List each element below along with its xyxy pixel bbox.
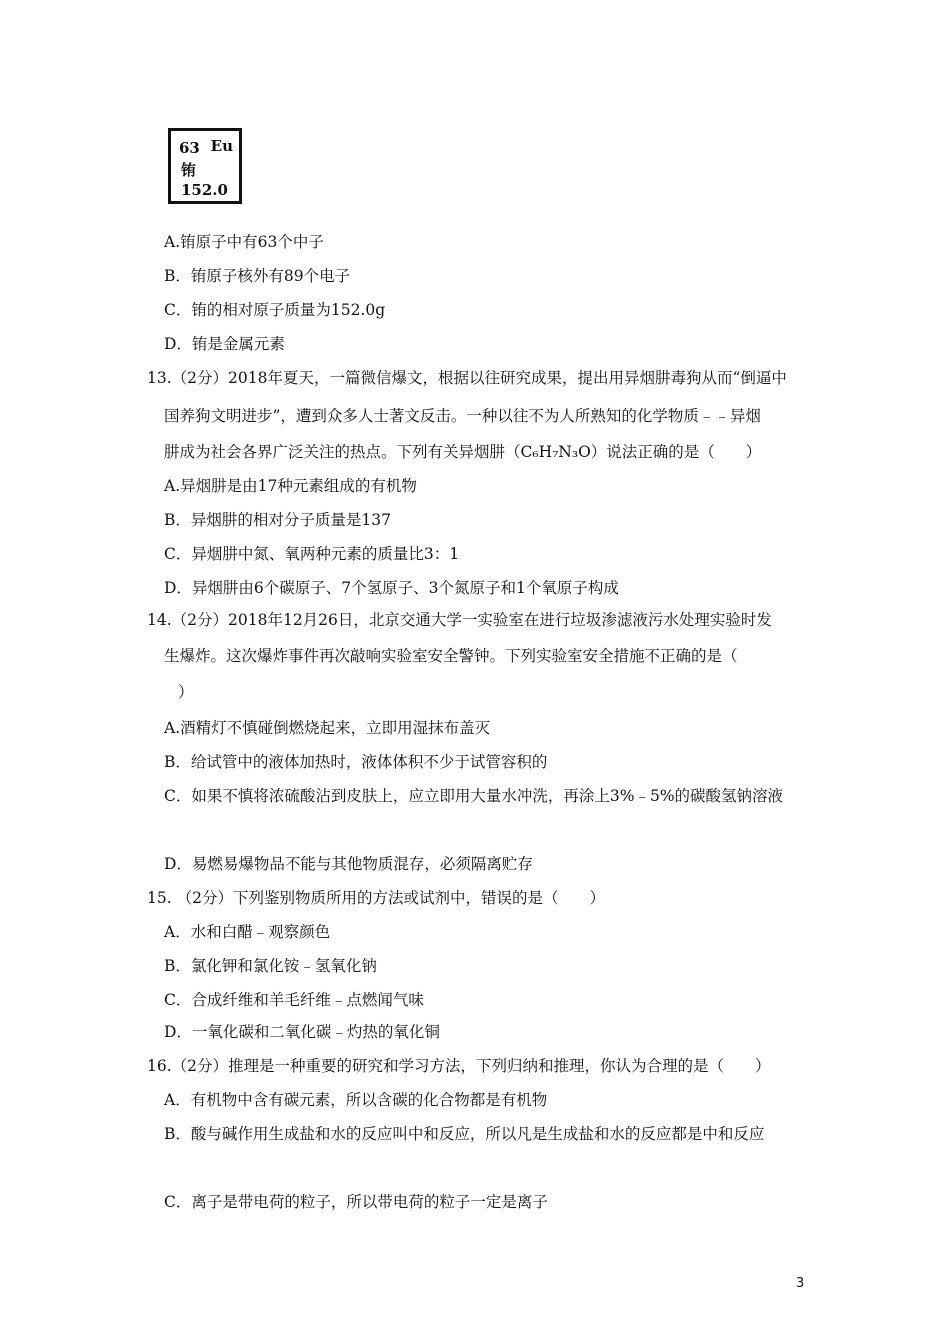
q12-option-a: A.铕原子中有63个中子 [164, 233, 324, 251]
element-name: 铕 [181, 161, 197, 179]
element-symbol: Eu [210, 137, 233, 155]
q13-option-d: D．异烟肼由6个碳原子、7个氢原子、3个氮原子和1个氧原子构成 [164, 579, 619, 597]
q14-stem-line-2: 生爆炸。这次爆炸事件再次敲响实验室安全警钟。下列实验室安全措施不正确的是（ [164, 647, 738, 665]
q13-option-b: B．异烟肼的相对分子质量是137 [164, 511, 391, 529]
q12-option-d: D．铕是金属元素 [164, 335, 285, 353]
atomic-number: 63 [179, 139, 200, 157]
q13-option-a: A.异烟肼是由17种元素组成的有机物 [164, 477, 417, 495]
q16-option-c: C．离子是带电荷的粒子，所以带电荷的粒子一定是离子 [164, 1193, 548, 1211]
q14-stem-line-3: ） [178, 683, 194, 701]
page-number: 3 [796, 1276, 805, 1291]
q12-option-b: B．铕原子核外有89个电子 [164, 267, 351, 285]
q13-option-c: C．异烟肼中氮、氧两种元素的质量比3：1 [164, 545, 460, 563]
q14-option-c: C．如果不慎将浓硫酸沾到皮肤上，应立即用大量水冲洗，再涂上3%﹣5%的碳酸氢钠溶液 [164, 787, 784, 805]
q14-option-b: B．给试管中的液体加热时，液体体积不少于试管容积的 [164, 753, 548, 771]
q16-option-a: A．有机物中含有碳元素，所以含碳的化合物都是有机物 [164, 1091, 548, 1109]
q15-option-c: C．合成纤维和羊毛纤维﹣点燃闻气味 [164, 991, 424, 1009]
q13-stem-line-1: 13.（2分）2018年夏天，一篇微信爆文，根据以往研究成果，提出用异烟肼毒狗从而“倒逼中 [147, 369, 787, 387]
q15-option-b: B．氯化钾和氯化铵﹣氢氧化钠 [164, 957, 377, 975]
element-card-europium [168, 128, 242, 204]
q14-stem-line-1: 14.（2分）2018年12月26日，北京交通大学一实验室在进行垃圾渗滤液污水处理实验时发 [147, 611, 772, 629]
q14-option-a: A.酒精灯不慎碰倒燃烧起来，立即用湿抹布盖灭 [164, 719, 491, 737]
q13-stem-line-3: 肼成为社会各界广泛关注的热点。下列有关异烟肼（C₆H₇N₃O）说法正确的是（ ） [164, 443, 762, 461]
q15-option-a: A．水和白醋﹣观察颜色 [164, 923, 331, 941]
atomic-mass: 152.0 [181, 181, 228, 199]
q16-option-b: B．酸与碱作用生成盐和水的反应叫中和反应，所以凡是生成盐和水的反应都是中和反应 [164, 1125, 765, 1143]
q14-option-d: D．易燃易爆物品不能与其他物质混存，必须隔离贮存 [164, 855, 533, 873]
q16-stem: 16.（2分）推理是一种重要的研究和学习方法，下列归纳和推理，你认为合理的是（ ） [147, 1057, 771, 1075]
q15-stem: 15. （2分）下列鉴别物质所用的方法或试剂中，错误的是（ ） [147, 889, 605, 907]
q13-stem-line-2: 国养狗文明进步”，遭到众多人士著文反击。一种以往不为人所熟知的化学物质﹣﹣异烟 [164, 407, 761, 425]
q15-option-d: D．一氧化碳和二氧化碳﹣灼热的氧化铜 [164, 1023, 440, 1041]
q12-option-c: C．铕的相对原子质量为152.0g [164, 301, 386, 319]
